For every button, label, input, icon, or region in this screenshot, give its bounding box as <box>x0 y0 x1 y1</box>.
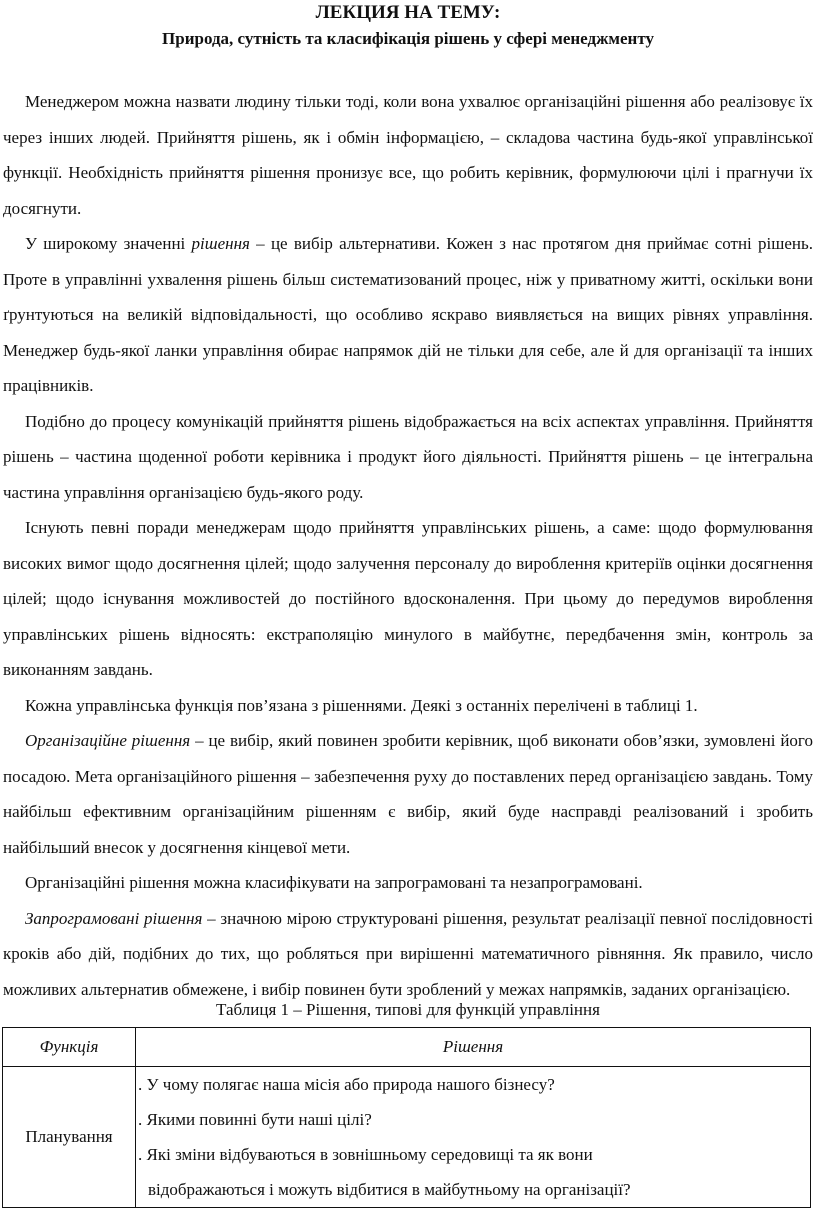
decision-item: . Які зміни відбуваються в зовнішньому середовищі та як вони <box>138 1145 593 1164</box>
term-organizational-decision: Організаційне рішення <box>25 731 191 750</box>
decision-item: . Якими повинні бути наші цілі? <box>138 1110 372 1129</box>
table-header-row <box>3 1028 811 1067</box>
lecture-body <box>3 84 813 1007</box>
paragraph-functions: Кожна управлінська функція пов’язана з рішеннями. Деякі з останніх перелічені в таблиці 1. <box>25 695 698 715</box>
paragraph-decision-definition: У широкому значенні рішення – це вибір альтернативи. Кожен з нас протягом дня приймає сотні рішень. Проте в управлінні ухвалення рішень більш систематизований процес, ніж у приватному житті, оскільки вони ґрунтуються на великій відповідальності, що особливо яскраво виявляється на вищих рівнях управління. Менеджер будь-якої ланки управління обирає напрямок дій не тільки для себе, але й для організації та інших працівників. <box>3 234 813 395</box>
term-programmed-decisions: Запрограмовані рішення <box>25 908 203 928</box>
table-caption: Таблиця 1 – Рішення, типові для функцій управління <box>216 1000 600 1019</box>
paragraph-manager-definition: Менеджером можна назвати людину тільки тоді, коли вона ухвалює організаційні рішення або реалізовує їх через інших людей. Прийняття рішень, як і обмін інформацією, – складова частина будь-якої управлінської функції. Необхідність прийняття рішення пронизує все, що робить керівник, формулюючи цілі і прагнучи їх досягнути. <box>3 92 813 218</box>
header-decisions: Рішення <box>136 1028 811 1067</box>
lecture-subtitle: Природа, сутність та класифікація рішень у сфері менеджменту <box>162 29 654 48</box>
paragraph-advice: Існують певні поради менеджерам щодо прийняття управлінських рішень, а саме: щодо формулювання високих вимог щодо досягнення цілей; щодо залучення персоналу до вироблення критеріїв оцінки досягнення цілей; щодо існування можливостей до постійного вдосконалення. При цьому до передумов вироблення управлінських рішень відносять: екстраполяцію минулого в майбутнє, передбачення змін, контроль за виконанням завдань. <box>3 518 813 679</box>
paragraph-communication: Подібно до процесу комунікацій прийняття рішень відображається на всіх аспектах управління. Прийняття рішень – частина щоденної роботи керівника і продукт його діяльності. Прийняття рішень – це інтегральна частина управління організацією будь-якого роду. <box>3 411 813 502</box>
decision-item-continuation: відображаються і можуть відбитися в майбутньому на організації? <box>148 1180 631 1199</box>
function-cell: Планування <box>3 1067 136 1208</box>
paragraph-classification: Організаційні рішення можна класифікувати на запрограмовані та незапрограмовані. <box>25 873 643 892</box>
header-function: Функція <box>3 1028 136 1067</box>
paragraph-organizational-decision: Організаційне рішення – це вибір, який повинен зробити керівник, щоб виконати обов’язки, зумовлені його посадою. Мета організаційного рішення – забезпечення руху до поставлених перед організацією завдань. Тому найбільш ефективним організаційним рішенням є вибір, який буде насправді реалізований і зробить найбільший внесок у досягнення кінцевої мети. <box>3 731 813 857</box>
lecture-title: ЛЕКЦИЯ НА ТЕМУ: <box>315 2 501 23</box>
decision-item: . У чому полягає наша місія або природа нашого бізнесу? <box>138 1075 555 1094</box>
table-row <box>3 1067 811 1208</box>
term-decision: рішення <box>191 234 250 253</box>
decisions-table <box>2 1027 811 1208</box>
decisions-cell <box>136 1067 811 1208</box>
paragraph-programmed-decisions: Запрограмовані рішення – значною мірою структуровані рішення, результат реалізації певної послідовності кроків або дій, подібних до тих, що робляться при вирішенні математичного рівняння. Як правило, число можливих альтернатив обмежене, і вибір повинен бути зроблений у межах напрямків, заданих організацією. <box>3 908 813 999</box>
